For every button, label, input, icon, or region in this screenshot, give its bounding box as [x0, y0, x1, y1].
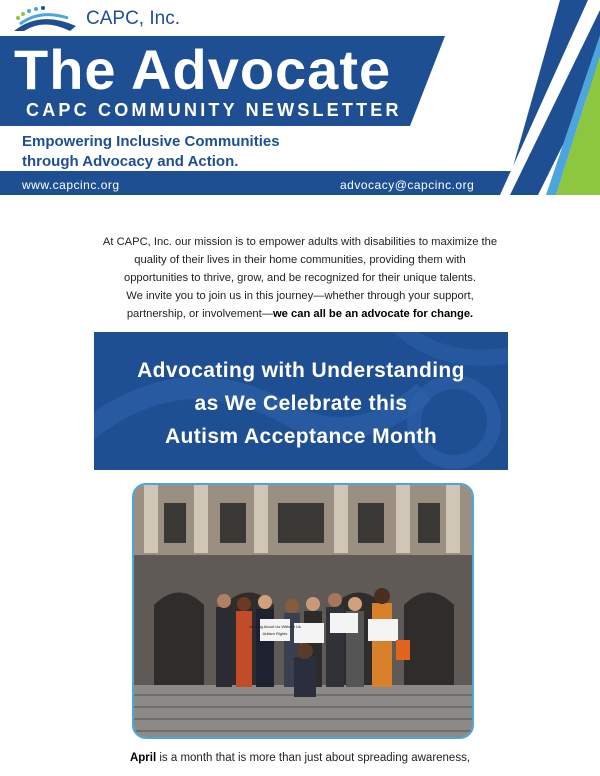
logo-text: CAPC, Inc. — [86, 8, 180, 29]
mission-line: We invite you to join us in this journey—whether through your support, — [126, 290, 474, 302]
email-link[interactable]: advocacy@capcinc.org — [340, 178, 475, 192]
tagline — [22, 132, 280, 172]
mission-line: opportunities to thrive, grow, and be recognized for their unique talents. — [123, 272, 476, 284]
tagline-line-2: through Advocacy and Action. — [22, 153, 239, 170]
website-link[interactable]: www.capcinc.org — [22, 178, 120, 192]
feature-heading — [94, 354, 508, 453]
tagline-line-1: Empowering Inclusive Communities — [22, 133, 280, 150]
newsletter-title: The Advocate — [14, 38, 392, 101]
feature-banner — [94, 332, 508, 470]
feature-heading-line-1: Advocating with Understanding — [137, 359, 465, 382]
mission-call-to-action: we can all be an advocate for change. — [272, 308, 474, 320]
capitol-steps-photo — [134, 485, 472, 737]
newsletter-header — [0, 0, 600, 200]
newsletter-subtitle: CAPC COMMUNITY NEWSLETTER — [26, 100, 402, 120]
feature-heading-line-2: as We Celebrate this — [194, 392, 408, 415]
sign-text-1: Nothing About Us Without Us — [249, 624, 301, 629]
mission-line-5-start: partnership, or involvement— — [126, 308, 273, 320]
feature-heading-line-3: Autism Acceptance Month — [164, 425, 438, 448]
advocacy-group-photo — [132, 483, 474, 739]
mission-line — [80, 305, 520, 323]
mission-line: At CAPC, Inc. our mission is to empower adults with disabilities to maximize the — [102, 236, 498, 248]
capc-logo[interactable] — [10, 2, 180, 36]
mission-statement — [80, 233, 520, 323]
mission-line: quality of their lives in their home communities, providing them with — [134, 254, 466, 266]
logo-arc-icon — [10, 4, 80, 34]
article-intro-bold: April — [129, 752, 157, 764]
sign-text-2: Autism Rights — [262, 631, 288, 636]
article-intro-rest: is a month that is more than just about spreading awareness, — [156, 752, 471, 764]
article-intro — [0, 752, 600, 764]
